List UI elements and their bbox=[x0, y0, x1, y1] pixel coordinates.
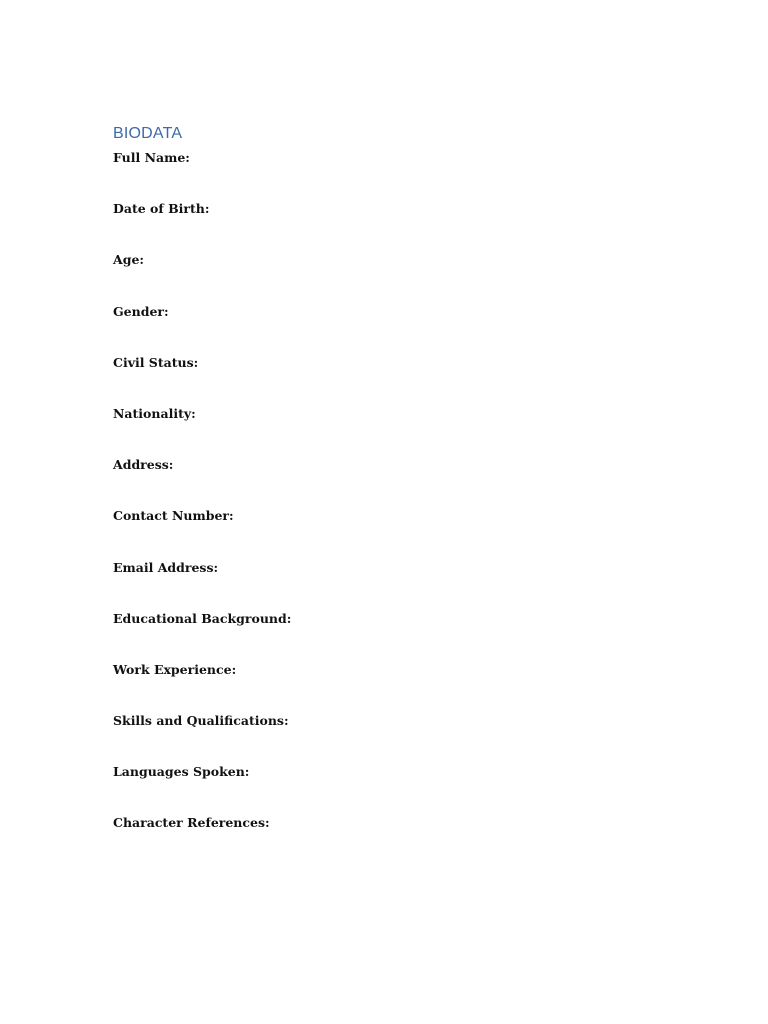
field-label-date-of-birth: Date of Birth: bbox=[113, 201, 210, 217]
field-label-educational-background: Educational Background: bbox=[113, 610, 292, 626]
field-label-work-experience: Work Experience: bbox=[113, 661, 237, 677]
field-label-full-name: Full Name: bbox=[113, 150, 190, 165]
field-label-address: Address: bbox=[113, 457, 174, 473]
field-label-contact-number: Contact Number: bbox=[113, 508, 234, 524]
field-label-email-address: Email Address: bbox=[113, 559, 219, 575]
field-label-skills-and-qualifications: Skills and Qualifications: bbox=[113, 713, 289, 729]
field-label-age: Age: bbox=[113, 252, 145, 268]
field-label-gender: Gender: bbox=[113, 303, 169, 319]
field-list bbox=[113, 149, 291, 866]
document-title: BIODATA bbox=[113, 125, 183, 142]
field-label-nationality: Nationality: bbox=[113, 405, 196, 421]
field-label-languages-spoken: Languages Spoken: bbox=[113, 764, 250, 780]
field-label-character-references: Character References: bbox=[113, 815, 270, 831]
field-label-civil-status: Civil Status: bbox=[113, 354, 199, 370]
